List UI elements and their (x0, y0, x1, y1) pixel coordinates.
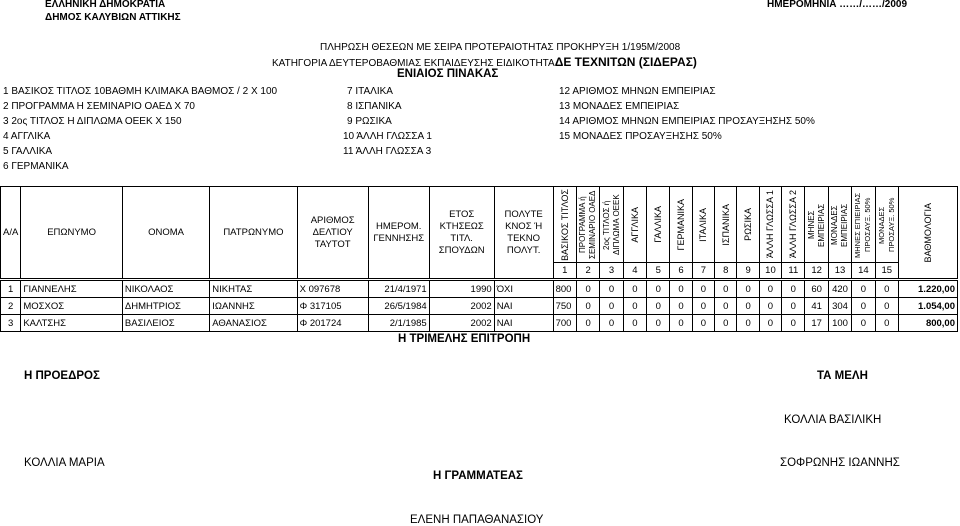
table-title: ΕΝΙΑΙΟΣ ΠΙΝΑΚΑΣ (397, 68, 499, 80)
criterion-number: 12 (805, 263, 828, 279)
secretary-label: Η ΓΡΑΜΜΑΤΕΑΣ (433, 470, 523, 482)
row-criterion-2: 0 (576, 298, 599, 315)
table-row (1, 298, 958, 315)
row-father-name: ΑΘΑΝΑΣΙΟΣ (210, 315, 297, 332)
table-row (1, 315, 958, 332)
criterion-number: 4 (623, 263, 646, 279)
criterion-number: 9 (737, 263, 759, 279)
row-grade: 1.220,00 (898, 281, 957, 298)
criterion-label: ΒΑΣΙΚΟΣ ΤΙΤΛΟΣ (559, 188, 570, 261)
legend-item-7: 7 ΙΤΑΛΙΚΑ (347, 86, 393, 97)
president-name: ΚΟΛΛΙΑ ΜΑΡΙΑ (24, 457, 105, 469)
row-criterion-5: 0 (647, 281, 670, 298)
header-grade (898, 187, 957, 279)
legend-item-8: 8 ΙΣΠΑΝΙΚΑ (347, 101, 402, 112)
row-grade: 1.054,00 (898, 298, 957, 315)
date-field: ΗΜΕΡΟΜΗΝΙΑ ……/……/2009 (767, 0, 908, 10)
header-criterion-1 (553, 187, 576, 263)
row-criterion-5: 0 (647, 315, 670, 332)
header-criterion-7 (692, 187, 714, 263)
row-id-number: Φ 317105 (297, 298, 368, 315)
row-criterion-1: 700 (553, 315, 576, 332)
row-criterion-10: 0 (759, 281, 781, 298)
header-birth-date: ΗΜΕΡΟΜ. ΓΕΝΝΗΣΗΣ (368, 187, 429, 279)
header-criterion-10 (759, 187, 781, 263)
row-id-number: Φ 201724 (297, 315, 368, 332)
header-criterion-2 (576, 187, 599, 263)
criterion-label: ΠΡΟΓΡΑΜΜΑ ή ΣΕΜΙΝΑΡΙΟ ΟΑΕΔ (578, 190, 598, 259)
row-criterion-13: 100 (828, 315, 851, 332)
committee-heading: Η ΤΡΙΜΕΛΗΣ ΕΠΙΤΡΟΠΗ (398, 333, 531, 345)
row-criterion-3: 0 (600, 315, 623, 332)
row-criterion-12: 41 (805, 298, 828, 315)
category-text: ΚΑΤΗΓΟΡΙΑ ΔΕΥΤΕΡΟΒΑΘΜΙΑΣ ΕΚΠΑΙΔΕΥΣΗΣ ΕΙΔΙΚΟΤΗΤΑ (272, 58, 555, 69)
criterion-number: 3 (600, 263, 623, 279)
header-name: ΟΝΟΜΑ (122, 187, 209, 279)
row-large-family: ΌΧΙ (494, 281, 553, 298)
criterion-label: 2ος ΤΙΤΛΟΣ ή ΔΙΠΛΩΜΑ ΟΕΕΚ (601, 194, 621, 255)
members-label: ΤΑ ΜΕΛΗ (817, 370, 868, 382)
legend-item-4: 4 ΑΓΓΛΙΚΑ (3, 131, 51, 142)
row-criterion-7: 0 (692, 298, 714, 315)
row-criterion-7: 0 (692, 315, 714, 332)
category-line (272, 55, 697, 69)
row-criterion-9: 0 (737, 281, 759, 298)
row-criterion-4: 0 (623, 281, 646, 298)
criterion-number: 15 (875, 263, 898, 279)
header-aa: Α/Α (1, 187, 21, 279)
row-criterion-4: 0 (623, 315, 646, 332)
row-criterion-14: 0 (852, 298, 875, 315)
row-criterion-5: 0 (647, 298, 670, 315)
header-criterion-8 (715, 187, 737, 263)
criterion-label: ΆΛΛΗ ΓΛΩΣΣΑ 2 (788, 190, 799, 259)
criterion-number: 5 (647, 263, 670, 279)
president-label: Η ΠΡΟΕΔΡΟΣ (24, 370, 100, 382)
criterion-number: 6 (670, 263, 692, 279)
row-criterion-13: 304 (828, 298, 851, 315)
row-criterion-4: 0 (623, 298, 646, 315)
row-criterion-6: 0 (670, 315, 692, 332)
criterion-label: ΙΣΠΑΝΙΚΑ (720, 203, 731, 246)
municipality-name: ΔΗΜΟΣ ΚΑΛΥΒΙΩΝ ΑΤΤΙΚΗΣ (45, 12, 181, 23)
header-criterion-15 (875, 187, 898, 263)
header-large-family: ΠΟΛΥΤΕ ΚΝΟΣ Ή ΤΕΚΝΟ ΠΟΛΥΤ. (494, 187, 553, 279)
criterion-number: 10 (759, 263, 781, 279)
row-criterion-7: 0 (692, 281, 714, 298)
org-name: ΕΛΛΗΝΙΚΗ ΔΗΜΟΚΡΑΤΙΑ (45, 0, 166, 10)
row-criterion-1: 800 (553, 281, 576, 298)
row-surname: ΓΙΑΝΝΕΛΗΣ (21, 281, 123, 298)
legend-item-13: 13 ΜΟΝΑΔΕΣ ΕΜΠΕΙΡΙΑΣ (559, 101, 680, 112)
legend-item-12: 12 ΑΡΙΘΜΟΣ ΜΗΝΩΝ ΕΜΠΕΙΡΙΑΣ (559, 86, 716, 97)
member-2-name: ΣΟΦΡΩΝΗΣ ΙΩΑΝΝΗΣ (780, 457, 900, 469)
row-title-year: 2002 (429, 315, 494, 332)
header-criterion-4 (623, 187, 646, 263)
legend-item-9: 9 ΡΩΣΙΚΑ (347, 116, 392, 127)
row-aa: 1 (1, 281, 21, 298)
header-criterion-6 (670, 187, 692, 263)
criterion-label: ΓΕΡΜΑΝΙΚΑ (676, 198, 687, 251)
row-criterion-3: 0 (600, 298, 623, 315)
header-father-name: ΠΑΤΡΩΝΥΜΟ (210, 187, 297, 279)
row-title-year: 2002 (429, 298, 494, 315)
criterion-label: ΜΟΝΑΔΕΣ ΕΜΠΕΙΡΙΑΣ (830, 202, 850, 247)
row-criterion-8: 0 (715, 281, 737, 298)
legend-item-6: 6 ΓΕΡΜΑΝΙΚΑ (3, 161, 69, 172)
criterion-number: 11 (782, 263, 805, 279)
row-name: ΔΗΜΗΤΡΙΟΣ (122, 298, 209, 315)
row-birth-date: 21/4/1971 (368, 281, 429, 298)
legend-item-2: 2 ΠΡΟΓΡΑΜΜΑ Η ΣΕΜΙΝΑΡΙΟ ΟΑΕΔ Χ 70 (3, 101, 195, 112)
row-criterion-14: 0 (852, 281, 875, 298)
legend-item-11: 11 ΆΛΛΗ ΓΛΩΣΣΑ 3 (343, 146, 432, 157)
header-surname: ΕΠΩΝΥΜΟ (21, 187, 123, 279)
header-criterion-5 (647, 187, 670, 263)
header-criterion-11 (782, 187, 805, 263)
score-table-header (0, 186, 958, 279)
criterion-label: ΜΗΝΕΣ ΕΠΙΕΙΡΙΑΣ ΠΡΟΣΑΥΞ. 50% (853, 191, 873, 258)
member-1-name: ΚΟΛΛΙΑ ΒΑΣΙΛΙΚΗ (784, 414, 882, 426)
row-criterion-15: 0 (875, 281, 898, 298)
header-criterion-9 (737, 187, 759, 263)
header-title-year: ΕΤΟΣ ΚΤΗΣΕΩΣ ΤΙΤΛ. ΣΠΟΥΔΩΝ (429, 187, 494, 279)
row-criterion-10: 0 (759, 298, 781, 315)
table-row (1, 281, 958, 298)
criterion-label: ΙΤΑΛΙΚΑ (698, 207, 709, 242)
row-name: ΝΙΚΟΛΑΟΣ (122, 281, 209, 298)
criterion-number: 2 (576, 263, 599, 279)
legend-item-10: 10 ΆΛΛΗ ΓΛΩΣΣΑ 1 (343, 131, 432, 142)
row-grade: 800,00 (898, 315, 957, 332)
secretary-name: ΕΛΕΝΗ ΠΑΠΑΘΑΝΑΣΙΟΥ (410, 514, 544, 526)
score-table-body (0, 280, 958, 332)
criterion-label: ΓΑΛΛΙΚΑ (653, 206, 664, 243)
row-name: ΒΑΣΙΛΕΙΟΣ (122, 315, 209, 332)
criterion-number: 8 (715, 263, 737, 279)
header-criterion-3 (600, 187, 623, 263)
row-surname: ΚΑΛΤΣΗΣ (21, 315, 123, 332)
criterion-number: 13 (828, 263, 851, 279)
row-criterion-11: 0 (782, 281, 805, 298)
criterion-label: ΡΩΣΙΚΑ (743, 208, 754, 241)
row-criterion-12: 17 (805, 315, 828, 332)
row-aa: 2 (1, 298, 21, 315)
criterion-label: ΜΗΝΕΣ ΕΜΠΕΙΡΙΑΣ (806, 202, 826, 247)
criterion-number: 14 (852, 263, 875, 279)
row-criterion-15: 0 (875, 298, 898, 315)
criterion-number: 7 (692, 263, 714, 279)
row-criterion-13: 420 (828, 281, 851, 298)
row-criterion-12: 60 (805, 281, 828, 298)
header-criterion-14 (852, 187, 875, 263)
row-criterion-10: 0 (759, 315, 781, 332)
criterion-number: 1 (553, 263, 576, 279)
row-criterion-6: 0 (670, 281, 692, 298)
row-birth-date: 26/5/1984 (368, 298, 429, 315)
row-birth-date: 2/1/1985 (368, 315, 429, 332)
legend-item-1: 1 ΒΑΣΙΚΟΣ ΤΙΤΛΟΣ 10ΒΑΘΜΗ ΚΛΙΜΑΚΑ ΒΑΘΜΟΣ / 2 Χ 100 (3, 86, 278, 97)
grade-label: ΒΑΘΜΟΛΟΓΙΑ (922, 202, 933, 263)
row-father-name: ΝΙΚΗΤΑΣ (210, 281, 297, 298)
row-id-number: Χ 097678 (297, 281, 368, 298)
row-criterion-11: 0 (782, 315, 805, 332)
legend-item-5: 5 ΓΑΛΛΙΚΑ (3, 146, 53, 157)
row-criterion-15: 0 (875, 315, 898, 332)
header-id-number: ΑΡΙΘΜΟΣ ΔΕΛΤΙΟΥ ΤΑΥΤΟΤ (297, 187, 368, 279)
criterion-label: ΆΛΛΗ ΓΛΩΣΣΑ 1 (765, 190, 776, 259)
row-criterion-8: 0 (715, 298, 737, 315)
row-criterion-14: 0 (852, 315, 875, 332)
row-father-name: ΙΩΑΝΝΗΣ (210, 298, 297, 315)
row-criterion-2: 0 (576, 281, 599, 298)
criterion-label: ΜΟΝΑΔΕΣ ΠΡΟΣΑΥΞ. 50% (876, 197, 896, 252)
row-title-year: 1990 (429, 281, 494, 298)
row-criterion-2: 0 (576, 315, 599, 332)
row-criterion-11: 0 (782, 298, 805, 315)
specialty-text: ΔΕ ΤΕΧΝΙΤΩΝ (ΣΙΔΕΡΑΣ) (554, 55, 697, 69)
legend-item-3: 3 2ος ΤΙΤΛΟΣ Η ΔΙΠΛΩΜΑ ΟΕΕΚ Χ 150 (3, 116, 182, 127)
row-criterion-1: 750 (553, 298, 576, 315)
legend-item-15: 15 ΜΟΝΑΔΕΣ ΠΡΟΣΑΥΞΗΣΗΣ 50% (559, 131, 722, 142)
announcement-line: ΠΛΗΡΩΣΗ ΘΕΣΕΩΝ ΜΕ ΣΕΙΡΑ ΠΡΟΤΕΡΑΙΟΤΗΤΑΣ ΠΡΟΚΗΡΥΞΗ 1/195Μ/2008 (320, 42, 681, 53)
row-large-family: ΝΑΙ (494, 315, 553, 332)
row-criterion-9: 0 (737, 315, 759, 332)
row-surname: ΜΟΣΧΟΣ (21, 298, 123, 315)
row-large-family: ΝΑΙ (494, 298, 553, 315)
header-criterion-12 (805, 187, 828, 263)
criterion-label: ΑΓΓΛΙΚΑ (629, 206, 640, 243)
row-criterion-3: 0 (600, 281, 623, 298)
legend-item-14: 14 ΑΡΙΘΜΟΣ ΜΗΝΩΝ ΕΜΠΕΙΡΙΑΣ ΠΡΟΣΑΥΞΗΣΗΣ 50% (559, 116, 815, 127)
row-criterion-9: 0 (737, 298, 759, 315)
header-criterion-13 (828, 187, 851, 263)
row-criterion-6: 0 (670, 298, 692, 315)
row-criterion-8: 0 (715, 315, 737, 332)
row-aa: 3 (1, 315, 21, 332)
